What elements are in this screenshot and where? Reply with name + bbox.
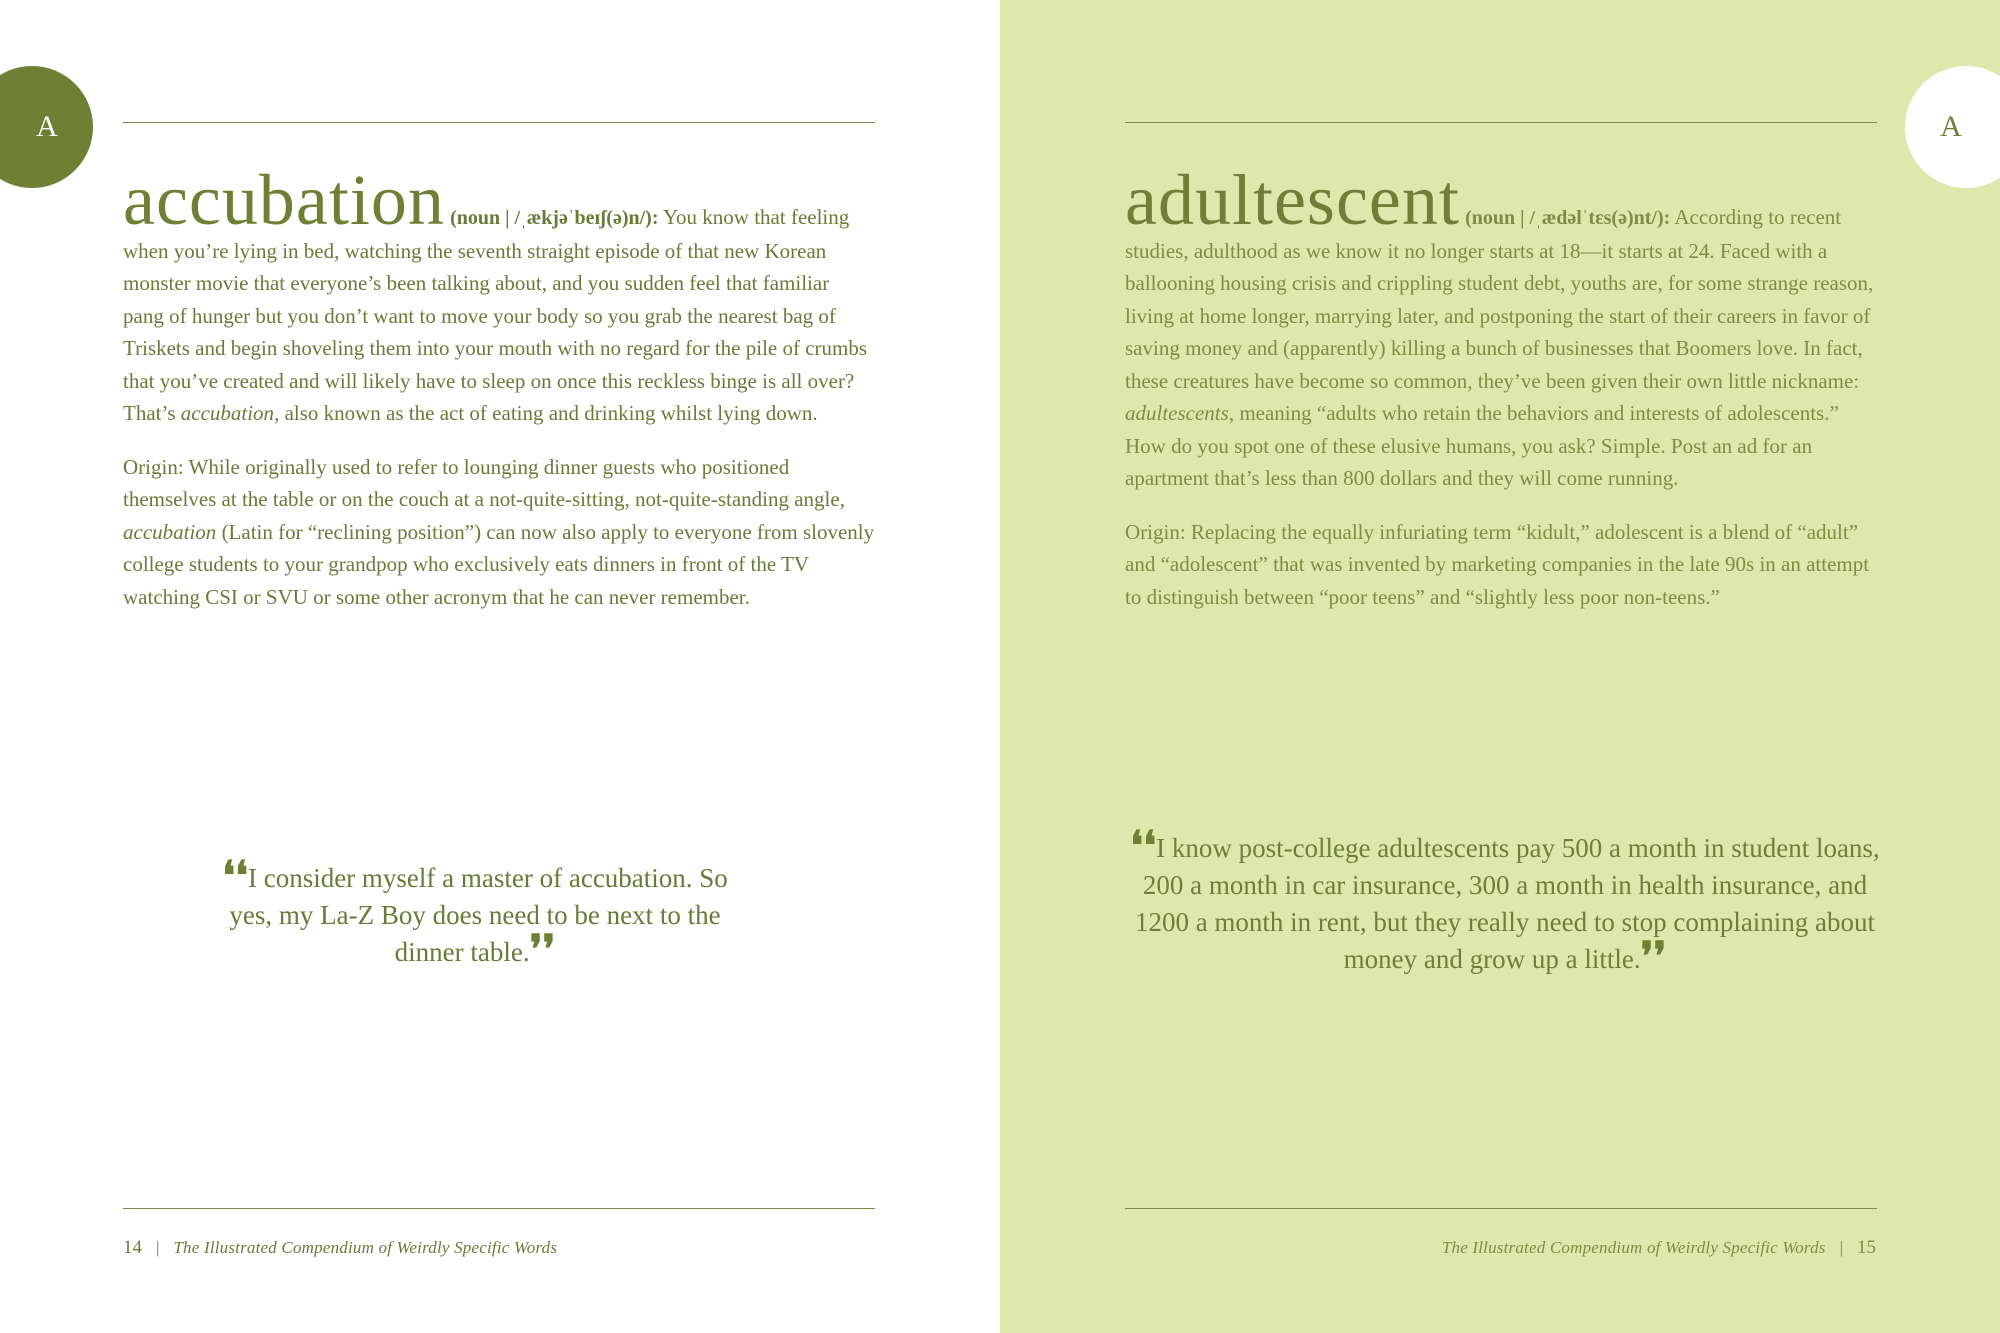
footer-separator: | — [1839, 1238, 1843, 1257]
definition-paragraph — [123, 160, 875, 430]
quote-text: I consider myself a master of accubation. So yes, my La-Z Boy does need to be next to the dinner table. — [229, 863, 728, 967]
quote-text: I know post-college adultescents pay 500 a month in student loans, 200 a month in car insurance, 300 a month in health insurance, and 1200 a month in rent, but they really need to stop complaining about money and grow up a little. — [1134, 833, 1880, 974]
open-quote-icon: ❛❛ — [222, 852, 248, 899]
origin-text: Origin: While originally used to refer to lounging dinner guests who positioned themselves at the table or on the couch at a not-quite-sitting, not-quite-standing angle, — [123, 454, 845, 511]
right-page — [1000, 0, 2000, 1333]
page-number: 14 — [123, 1237, 142, 1258]
definition-italic: adultescents — [1125, 401, 1229, 425]
pull-quote — [220, 852, 730, 973]
close-quote-icon: ❜❜ — [1640, 933, 1667, 980]
top-rule — [123, 122, 875, 123]
bottom-rule — [123, 1208, 875, 1209]
page-footer — [1442, 1237, 1876, 1259]
pull-quote — [1120, 822, 1890, 980]
part-of-speech: (noun | /ˌædəlˈtɛs(ə)nt/): — [1465, 207, 1671, 229]
definition-text: You know that feeling when you’re lying in bed, watching the seventh straight episode of that new Korean monster movie that everyone’s been talking about, and you sudden feel that familiar pang of hunger but you don’t want to move your body so you grab the nearest bag of Triskets and begin shoveling them into your mouth with no regard for the pile of crumbs that you’ve created and will likely have to sleep on once this reckless binge is all over? That’s — [123, 205, 868, 425]
origin-paragraph: Origin: Replacing the equally infuriating term “kidult,” adolescent is a blend of “adult” and “adolescent” that was invented by marketing companies in the late 90s in an attempt to distinguish between “poor teens” and “slightly less poor non-teens.” — [1125, 519, 1870, 609]
book-title: The Illustrated Compendium of Weirdly Specific Words — [173, 1238, 558, 1257]
headword: accubation — [123, 160, 445, 240]
footer-separator: | — [156, 1238, 160, 1257]
headword: adultescent — [1125, 160, 1460, 240]
part-of-speech: (noun | /ˌækjəˈbeɪʃ(ə)n/): — [450, 207, 659, 229]
letter-tab — [0, 66, 93, 188]
close-quote-icon: ❜❜ — [529, 926, 556, 973]
top-rule — [1125, 122, 1877, 123]
book-title: The Illustrated Compendium of Weirdly Specific Words — [1441, 1238, 1826, 1257]
page-footer — [123, 1237, 557, 1259]
letter-tab — [1905, 66, 2000, 188]
dictionary-entry — [123, 160, 875, 634]
letter-tab-label: A — [1940, 110, 1962, 143]
definition-italic: accubation — [180, 401, 275, 425]
origin-italic: accubation — [123, 519, 217, 544]
dictionary-entry — [1125, 160, 1877, 634]
open-quote-icon: ❛❛ — [1130, 822, 1157, 869]
definition-text-end: , also known as the act of eating and drinking whilst lying down. — [274, 401, 818, 425]
origin-paragraph — [123, 451, 875, 614]
page-number: 15 — [1857, 1237, 1876, 1258]
definition-text-end: , meaning “adults who retain the behaviors and interests of adolescents.” How do you spot one of these elusive humans, you ask? Simple. Post an ad for an apartment that’s less than 800 dollars and they will come running. — [1125, 401, 1839, 490]
definition-text: According to recent studies, adulthood as we know it no longer starts at 18—it starts at 24. Faced with a ballooning housing crisis and crippling student debt, youths are, for some strange reason, living at home longer, marrying later, and postponing the start of their careers in favor of saving money and (apparently) killing a bunch of businesses that Boomers love. In fact, these creatures have become so common, they’ve been given their own little nickname: — [1125, 205, 1874, 393]
bottom-rule — [1125, 1208, 1877, 1209]
origin-text-end: (Latin for “reclining position”) can now also apply to everyone from slovenly college students to your grandpop who exclusively eats dinners in front of the TV watching CSI or SVU or some other acronym that he can never remember. — [123, 519, 875, 609]
definition-paragraph — [1125, 160, 1877, 495]
letter-tab-label: A — [36, 110, 58, 143]
